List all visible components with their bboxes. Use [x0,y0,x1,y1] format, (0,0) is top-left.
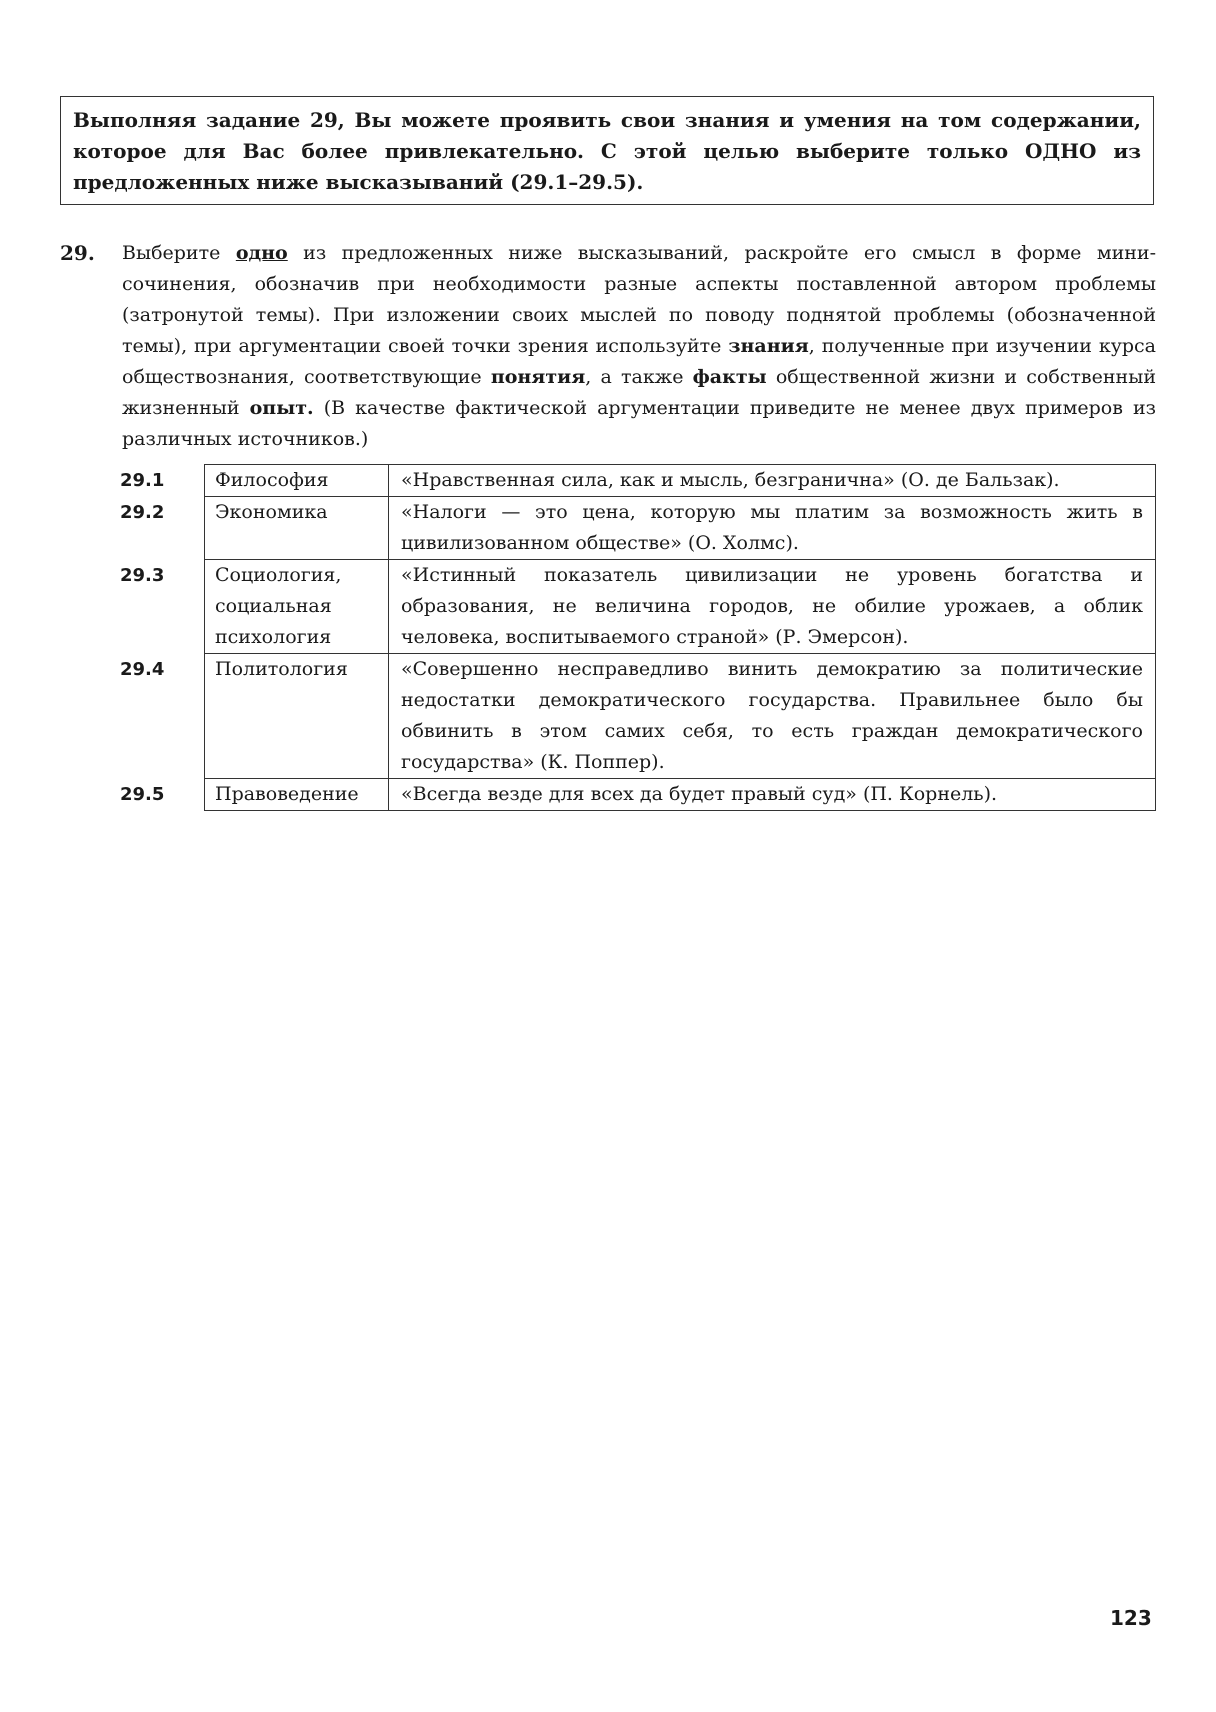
task-text-part1: Выберите [122,242,236,264]
task-emph-one: одно [235,242,288,264]
theme-quote: «Совершенно несправедливо винить демократию за политические недостатки демократического государства. Правильнее было бы обвинить в этом самих себя, то есть граждан демократического государства» (К. Поппер). [389,654,1156,779]
theme-quote: «Налоги — это цена, которую мы платим за возможность жить в цивилизованном обществе» (О. Холмс). [389,497,1156,560]
table-row [120,497,1156,560]
task-emph-experience: опыт. [249,397,314,419]
table-row [120,465,1156,497]
task-number: 29. [60,241,95,265]
table-row [120,779,1156,811]
theme-number: 29.2 [120,501,165,523]
theme-number: 29.5 [120,783,165,805]
theme-number: 29.1 [120,469,165,491]
task-29 [60,238,1156,455]
theme-discipline: Социология, социальная психология [205,560,389,654]
theme-discipline: Правоведение [205,779,389,811]
theme-quote: «Всегда везде для всех да будет правый суд» (П. Корнель). [389,779,1156,811]
themes-table [120,464,1156,811]
theme-quote: «Нравственная сила, как и мысль, безгранична» (О. де Бальзак). [389,465,1156,497]
theme-discipline: Экономика [205,497,389,560]
themes-table-wrapper [120,464,1156,811]
task-text-part2: из предложенных ниже высказываний, раскройте его смысл в форме мини-сочинения, обозначив при необходимости разные аспекты поставленной автором проблемы (затронутой темы). При изложении своих мыслей по поводу поднятой проблемы (обозначенной темы), при аргументации своей точки зрения используйте [122,242,1157,357]
task-text-part5: общественной жизни и собственный жизненный [122,366,1156,419]
table-row [120,654,1156,779]
instruction-notice-text: Выполняя задание 29, Вы можете проявить свои знания и умения на том содержании, которое для Вас более привлекательно. С этой целью выберите только ОДНО из предложенных ниже высказываний (29.1–29.5). [73,108,1141,194]
theme-quote: «Истинный показатель цивилизации не уровень богатства и образования, не величина городов, не обилие урожаев, а облик человека, воспитываемого страной» (Р. Эмерсон). [389,560,1156,654]
task-emph-knowledge: знания [728,335,809,357]
task-text-part3: , полученные при изучении курса обществознания, соответствующие [122,335,1157,388]
theme-discipline: Философия [205,465,389,497]
task-text-part4: , а также [585,366,693,388]
page-number: 123 [1110,1606,1152,1630]
task-emph-facts: факты [692,366,767,388]
task-instructions [122,238,1156,455]
task-text-part6: (В качестве фактической аргументации приведите не менее двух примеров из различных источников.) [122,397,1156,450]
task-emph-concepts: понятия [490,366,586,388]
theme-discipline: Политология [205,654,389,779]
theme-number: 29.3 [120,564,165,586]
table-row [120,560,1156,654]
theme-number: 29.4 [120,658,165,680]
instruction-notice-box [60,96,1154,205]
